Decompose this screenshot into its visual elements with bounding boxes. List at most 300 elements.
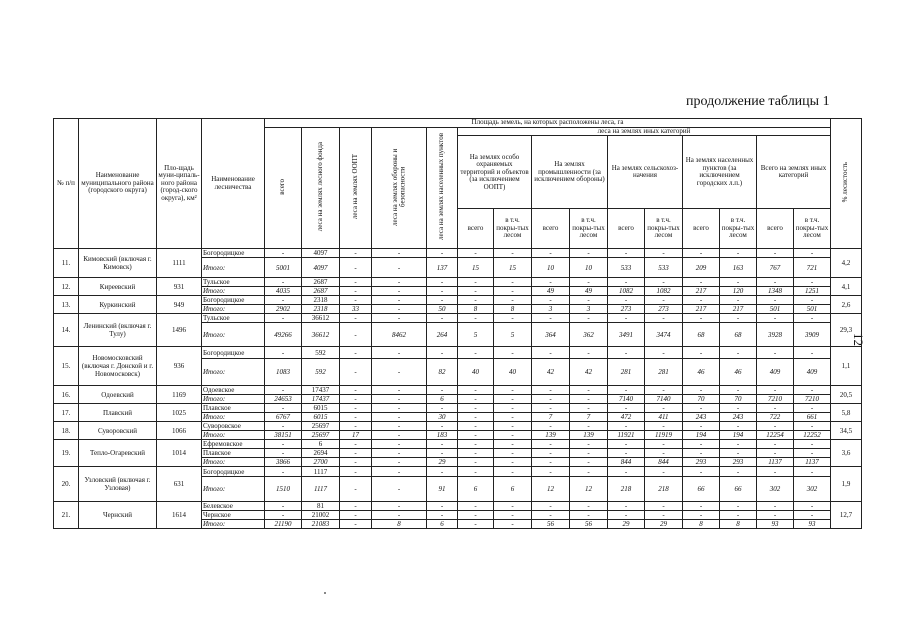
forestry-name: Итого: [202,458,265,467]
district-name: Новомосковский (включая г. Донской и г. Новомосковск) [79,347,157,386]
value-cell: - [458,511,494,520]
forestry-name: Итого: [202,258,265,278]
value-cell: 209 [683,258,720,278]
value-cell: 217 [720,305,757,314]
value-cell: 15 [458,258,494,278]
header-forest-fund: леса на землях лесного фонда [302,127,340,249]
value-cell: - [757,296,794,305]
value-cell: - [340,502,372,511]
value-cell: 3928 [757,323,794,347]
value-cell: 42 [532,359,570,386]
value-cell: 1137 [757,458,794,467]
header-cat-protected: На землях особо охраняемых территорий и объектов (за исключением ООПТ) [458,136,532,209]
district-area: 931 [157,278,202,296]
subheader-total: всего [458,209,494,249]
table-row [54,467,862,477]
value-cell: - [645,314,683,323]
forest-percent: 1,1 [831,347,862,386]
value-cell: - [427,449,458,458]
value-cell: - [494,431,532,440]
value-cell: 302 [757,477,794,502]
value-cell: - [340,296,372,305]
value-cell: 40 [458,359,494,386]
value-cell: 1083 [265,359,302,386]
value-cell: - [794,511,831,520]
value-cell: 66 [683,477,720,502]
value-cell: 364 [532,323,570,347]
value-cell: - [757,449,794,458]
value-cell: - [458,278,494,287]
value-cell: 8 [494,305,532,314]
value-cell: - [608,440,645,449]
value-cell: 722 [757,413,794,422]
header-total: всего [265,127,302,249]
value-cell: 42 [570,359,608,386]
value-cell: 7210 [794,395,831,404]
value-cell: - [340,347,372,359]
value-cell: 409 [757,359,794,386]
value-cell: - [794,386,831,395]
value-cell: - [532,314,570,323]
subheader-total: всего [757,209,794,249]
value-cell: 3 [570,305,608,314]
value-cell: - [494,422,532,431]
value-cell: - [570,404,608,413]
value-cell: 3 [532,305,570,314]
row-number: 11. [54,249,79,278]
value-cell: - [532,511,570,520]
value-cell: - [532,296,570,305]
value-cell: - [570,296,608,305]
row-number: 15. [54,347,79,386]
value-cell: - [608,422,645,431]
value-cell: - [683,404,720,413]
value-cell: 11919 [645,431,683,440]
value-cell: 11921 [608,431,645,440]
value-cell: 1137 [794,458,831,467]
value-cell: - [265,249,302,258]
value-cell: 15 [494,258,532,278]
forestry-name: Одоевское [202,386,265,395]
value-cell: - [720,296,757,305]
value-cell: 194 [720,431,757,440]
value-cell: - [720,511,757,520]
value-cell: - [372,314,427,323]
value-cell: 217 [683,287,720,296]
value-cell: - [427,511,458,520]
value-cell: 10 [570,258,608,278]
value-cell: - [794,502,831,511]
value-cell: - [794,296,831,305]
value-cell: 411 [645,413,683,422]
value-cell: 1082 [608,287,645,296]
row-number: 14. [54,314,79,347]
value-cell: - [757,467,794,477]
value-cell: - [427,314,458,323]
value-cell: - [757,347,794,359]
value-cell: - [494,440,532,449]
value-cell: - [645,249,683,258]
value-cell: - [340,278,372,287]
value-cell: - [720,347,757,359]
value-cell: - [340,413,372,422]
table-row [54,296,862,305]
value-cell: - [757,278,794,287]
value-cell: 21002 [302,511,340,520]
value-cell: - [570,449,608,458]
value-cell: 1117 [302,467,340,477]
value-cell: - [720,386,757,395]
forest-area-table [53,118,862,529]
forest-percent: 1,9 [831,467,862,502]
value-cell: 844 [645,458,683,467]
value-cell: 56 [570,520,608,529]
value-cell: - [372,511,427,520]
value-cell: - [458,431,494,440]
value-cell: - [757,440,794,449]
value-cell: 661 [794,413,831,422]
value-cell: - [494,502,532,511]
value-cell: - [372,278,427,287]
value-cell: - [794,467,831,477]
value-cell: - [427,502,458,511]
value-cell: 4097 [302,258,340,278]
value-cell: 36612 [302,314,340,323]
value-cell: 66 [720,477,757,502]
value-cell: 139 [532,431,570,440]
header-defense: леса на землях обороны и безопасности [372,127,427,249]
value-cell: 264 [427,323,458,347]
value-cell: 7 [532,413,570,422]
value-cell: 120 [720,287,757,296]
value-cell: 1251 [794,287,831,296]
value-cell: - [794,440,831,449]
value-cell: - [372,359,427,386]
value-cell: - [570,249,608,258]
value-cell: 5 [494,323,532,347]
value-cell: - [645,422,683,431]
value-cell: 40 [494,359,532,386]
value-cell: - [427,347,458,359]
value-cell: 68 [683,323,720,347]
value-cell: 29 [427,458,458,467]
value-cell: 12 [532,477,570,502]
value-cell: - [458,520,494,529]
value-cell: 8 [720,520,757,529]
value-cell: 533 [645,258,683,278]
header-area-group: Площадь земель, на которых расположены леса, га [265,119,831,128]
value-cell: 6 [494,477,532,502]
forestry-name: Плавское [202,449,265,458]
value-cell: - [757,422,794,431]
value-cell: - [427,249,458,258]
value-cell: - [372,386,427,395]
value-cell: - [340,359,372,386]
value-cell: - [494,395,532,404]
value-cell: - [427,386,458,395]
value-cell: - [427,467,458,477]
value-cell: - [720,449,757,458]
district-area: 936 [157,347,202,386]
header-cat-agriculture: На землях сельскохоз-начения [608,136,683,209]
value-cell: 70 [720,395,757,404]
value-cell: 12252 [794,431,831,440]
table-row [54,502,862,511]
value-cell: 49 [532,287,570,296]
value-cell: 472 [608,413,645,422]
district-name: Узловский (включая г. Узловая) [79,467,157,502]
value-cell: - [494,314,532,323]
value-cell: 70 [683,395,720,404]
value-cell: - [494,404,532,413]
value-cell: - [265,440,302,449]
value-cell: - [494,296,532,305]
value-cell: 91 [427,477,458,502]
value-cell: - [720,440,757,449]
value-cell: - [340,287,372,296]
forest-percent: 29,3 [831,314,862,347]
value-cell: - [794,422,831,431]
district-area: 1169 [157,386,202,404]
table-header [54,119,862,249]
value-cell: - [458,347,494,359]
value-cell: - [265,296,302,305]
header-settlements: леса на землях населенных пунктов [427,127,458,249]
value-cell: - [757,511,794,520]
forest-percent: 2,6 [831,296,862,314]
forestry-name: Итого: [202,323,265,347]
value-cell: - [372,477,427,502]
forest-percent: 5,8 [831,404,862,422]
value-cell: - [494,347,532,359]
table-row [54,314,862,323]
value-cell: - [458,296,494,305]
forestry-name: Плавское [202,404,265,413]
value-cell: - [427,422,458,431]
value-cell: 10 [532,258,570,278]
value-cell: - [683,278,720,287]
value-cell: - [494,386,532,395]
value-cell: - [340,249,372,258]
value-cell: - [340,467,372,477]
value-cell: - [683,249,720,258]
value-cell: 25697 [302,422,340,431]
row-number: 16. [54,386,79,404]
value-cell: 17 [340,431,372,440]
value-cell: 1117 [302,477,340,502]
forestry-name: Тульское [202,278,265,287]
value-cell: - [372,467,427,477]
value-cell: - [532,440,570,449]
value-cell: 2687 [302,278,340,287]
value-cell: - [570,511,608,520]
value-cell: 8462 [372,323,427,347]
value-cell: - [683,347,720,359]
table-row [54,422,862,431]
district-name: Чернский [79,502,157,529]
value-cell: - [494,511,532,520]
table-row [54,249,862,258]
forestry-name: Итого: [202,359,265,386]
value-cell: - [265,314,302,323]
value-cell: - [372,458,427,467]
forestry-name: Итого: [202,477,265,502]
value-cell: - [608,296,645,305]
forestry-name: Тульское [202,314,265,323]
value-cell: - [608,467,645,477]
value-cell: - [608,449,645,458]
value-cell: - [372,347,427,359]
value-cell: - [427,296,458,305]
value-cell: 218 [608,477,645,502]
row-number: 13. [54,296,79,314]
value-cell: 36612 [302,323,340,347]
value-cell: - [570,395,608,404]
forestry-name: Богородицкое [202,467,265,477]
value-cell: 2687 [302,287,340,296]
value-cell: - [794,249,831,258]
value-cell: - [645,347,683,359]
forestry-name: Итого: [202,413,265,422]
value-cell: 767 [757,258,794,278]
value-cell: 6 [427,395,458,404]
value-cell: - [794,314,831,323]
district-area: 1025 [157,404,202,422]
value-cell: 501 [757,305,794,314]
value-cell: - [372,305,427,314]
value-cell: 7140 [608,395,645,404]
value-cell: - [720,422,757,431]
value-cell: 46 [720,359,757,386]
value-cell: - [372,502,427,511]
forest-percent: 4,2 [831,249,862,278]
value-cell: - [683,440,720,449]
header-cat-industry: На землях промышленности (за исключением обороны) [532,136,608,209]
district-name: Ленинский (включая г. Тулу) [79,314,157,347]
table-row [54,386,862,395]
value-cell: - [794,449,831,458]
forestry-name: Богородицкое [202,347,265,359]
value-cell: 183 [427,431,458,440]
value-cell: 302 [794,477,831,502]
district-area: 1496 [157,314,202,347]
value-cell: 721 [794,258,831,278]
value-cell: - [683,467,720,477]
value-cell: 2700 [302,458,340,467]
value-cell: - [458,449,494,458]
district-name: Суворовский [79,422,157,440]
subheader-covered: в т.ч. покры-тых лесом [720,209,757,249]
value-cell: 1348 [757,287,794,296]
value-cell: - [265,278,302,287]
forest-percent: 12,7 [831,502,862,529]
value-cell: 243 [720,413,757,422]
value-cell: 46 [683,359,720,386]
value-cell: - [757,404,794,413]
value-cell: 194 [683,431,720,440]
value-cell: 533 [608,258,645,278]
value-cell: - [494,278,532,287]
value-cell: - [265,404,302,413]
value-cell: - [532,449,570,458]
value-cell: - [794,404,831,413]
district-name: Кимовский (включая г. Кимовск) [79,249,157,278]
value-cell: - [340,440,372,449]
value-cell: 68 [720,323,757,347]
value-cell: - [757,502,794,511]
page-number: 12 [851,333,866,346]
value-cell: - [372,395,427,404]
value-cell: - [757,386,794,395]
value-cell: 6 [458,477,494,502]
value-cell: - [265,467,302,477]
value-cell: - [458,413,494,422]
value-cell: - [645,502,683,511]
value-cell: 24653 [265,395,302,404]
value-cell: - [532,278,570,287]
value-cell: - [683,502,720,511]
value-cell: 2318 [302,305,340,314]
district-name: Куркинский [79,296,157,314]
value-cell: - [427,278,458,287]
value-cell: - [794,278,831,287]
value-cell: 501 [794,305,831,314]
value-cell: 8 [683,520,720,529]
value-cell: - [494,520,532,529]
value-cell: - [494,449,532,458]
value-cell: - [570,440,608,449]
value-cell: - [608,502,645,511]
value-cell: - [532,467,570,477]
value-cell: 49266 [265,323,302,347]
value-cell: 4097 [302,249,340,258]
value-cell: 163 [720,258,757,278]
value-cell: 21190 [265,520,302,529]
value-cell: - [372,449,427,458]
value-cell: 6 [302,440,340,449]
value-cell: - [532,404,570,413]
value-cell: 137 [427,258,458,278]
value-cell: 6 [427,520,458,529]
value-cell: - [372,440,427,449]
value-cell: - [683,296,720,305]
value-cell: 3491 [608,323,645,347]
value-cell: - [608,511,645,520]
value-cell: - [340,404,372,413]
header-district: Наименование муниципального района (городского округа) [79,119,157,249]
header-forest-pct: % лесистость [831,119,862,249]
table-continuation-title: продолжение таблицы 1 [686,94,830,109]
value-cell: 5 [458,323,494,347]
value-cell: - [494,287,532,296]
value-cell: - [532,395,570,404]
value-cell: - [340,422,372,431]
value-cell: - [372,404,427,413]
value-cell: 7140 [645,395,683,404]
district-area: 1111 [157,249,202,278]
header-forestry: Наименование лесничества [202,119,265,249]
value-cell: 592 [302,347,340,359]
subheader-covered: в т.ч. покры-тых лесом [494,209,532,249]
forestry-name: Итого: [202,287,265,296]
value-cell: - [645,404,683,413]
district-name: Одоевский [79,386,157,404]
value-cell: - [720,314,757,323]
value-cell: - [683,422,720,431]
value-cell: 362 [570,323,608,347]
value-cell: - [683,449,720,458]
value-cell: - [340,449,372,458]
